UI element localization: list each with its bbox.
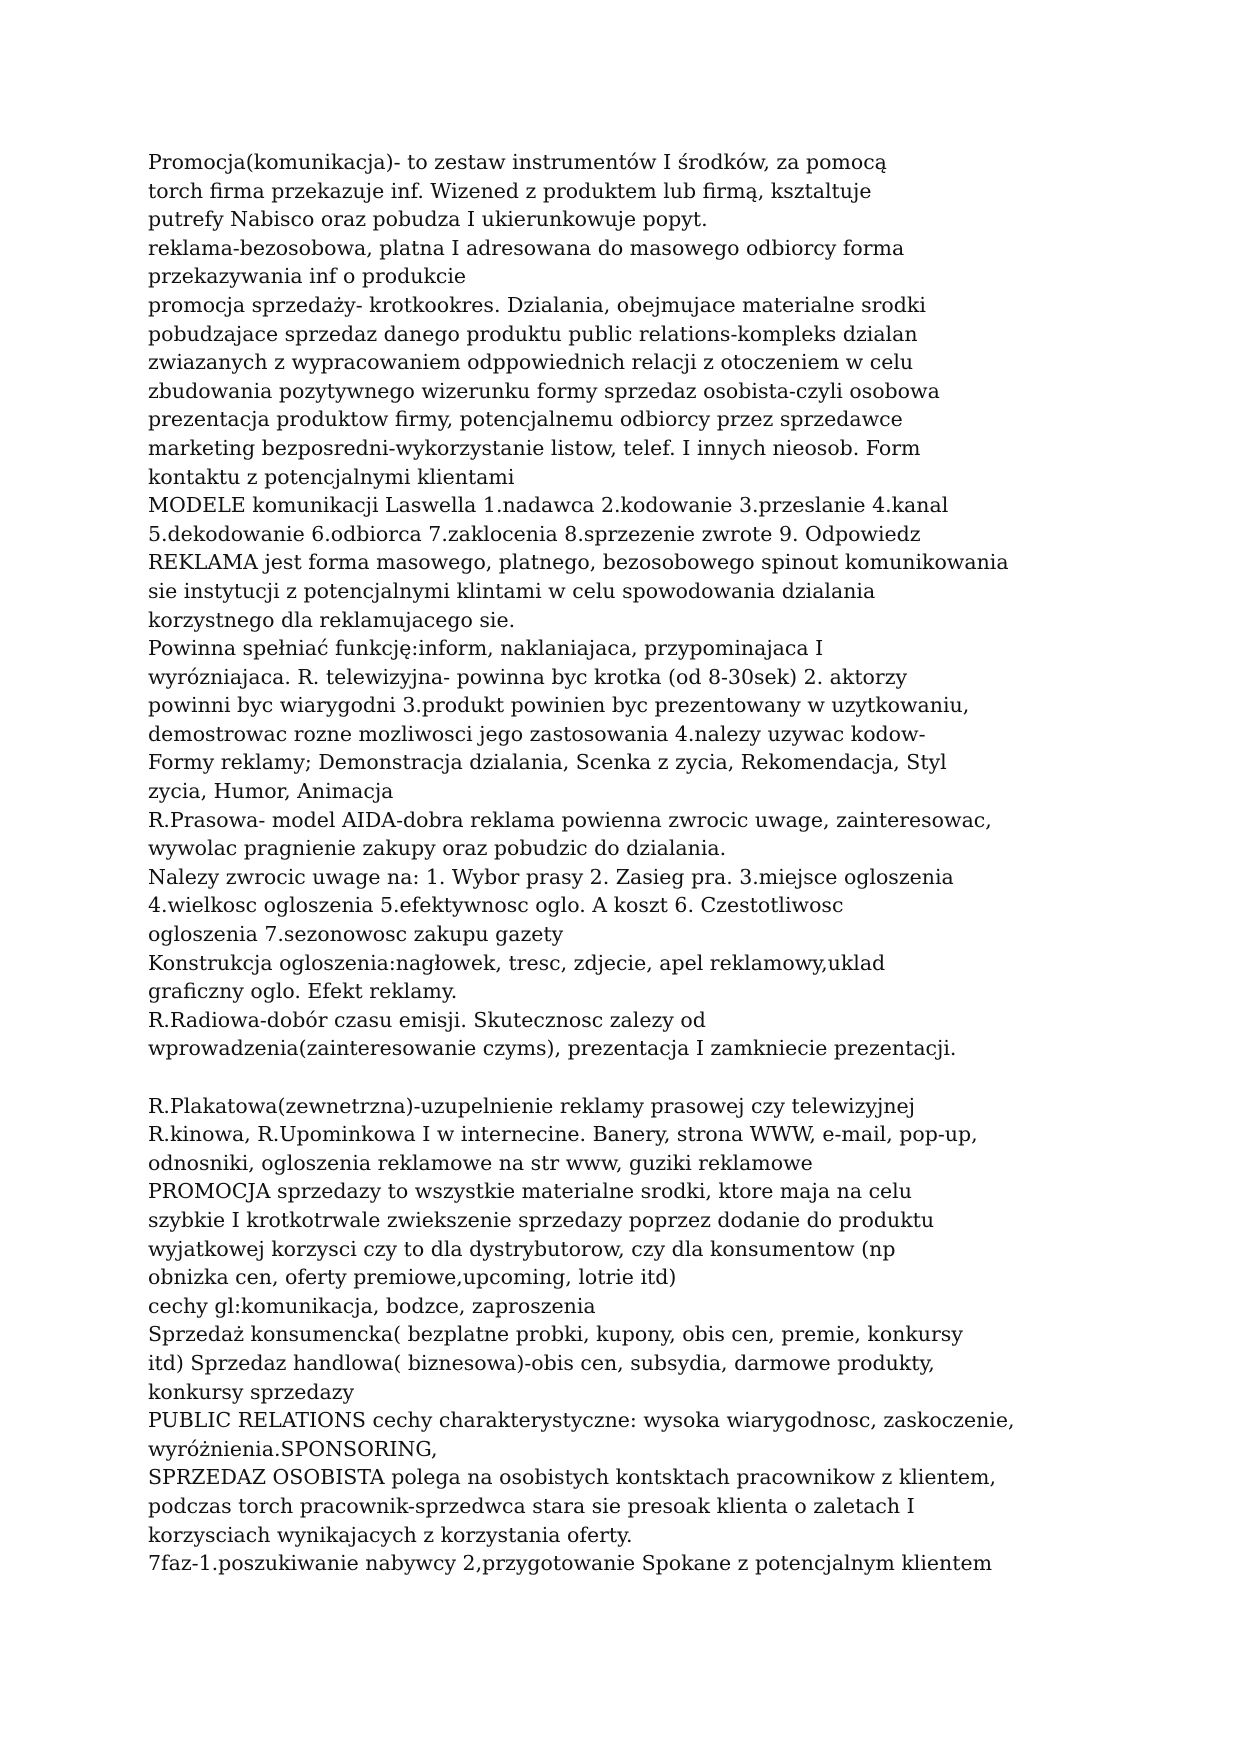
text-line: promocja sprzedaży- krotkookres. Dzialania, obejmujace materialne srodki bbox=[148, 292, 926, 317]
text-line: graficzny oglo. Efekt reklamy. bbox=[148, 979, 458, 1004]
text-line: SPRZEDAZ OSOBISTA polega na osobistych kontsktach pracownikow z klientem, bbox=[148, 1465, 997, 1490]
text-line: Powinna spełniać funkcję:inform, naklaniajaca, przypominajaca I bbox=[148, 636, 824, 661]
text-line: zwiazanych z wypracowaniem odppowiednich relacji z otoczeniem w celu bbox=[148, 350, 914, 375]
text-line: zycia, Humor, Animacja bbox=[148, 779, 394, 804]
text-line: wyróżnienia.SPONSORING, bbox=[148, 1436, 438, 1461]
text-line: prezentacja produktow firmy, potencjalnemu odbiorcy przez sprzedawce bbox=[148, 407, 903, 432]
text-line: REKLAMA jest forma masowego, platnego, bezosobowego spinout komunikowania bbox=[148, 550, 1009, 575]
text-line: szybkie I krotkotrwale zwiekszenie sprzedazy poprzez dodanie do produktu bbox=[148, 1207, 935, 1232]
text-line: R.kinowa, R.Upominkowa I w internecine. Banery, strona WWW, e-mail, pop-up, bbox=[148, 1122, 978, 1147]
text-line: pobudzajace sprzedaz danego produktu public relations-kompleks dzialan bbox=[148, 321, 918, 346]
text-line: 4.wielkosc ogloszenia 5.efektywnosc oglo. A koszt 6. Czestotliwosc bbox=[148, 893, 844, 918]
text-line: demostrowac rozne mozliwosci jego zastosowania 4.nalezy uzywac kodow- bbox=[148, 721, 926, 746]
text-line: 7faz-1.poszukiwanie nabywcy 2,przygotowanie Spokane z potencjalnym klientem bbox=[148, 1551, 993, 1576]
text-line: wyrózniajaca. R. telewizyjna- powinna byc krotka (od 8-30sek) 2. aktorzy bbox=[148, 664, 908, 689]
text-line: powinni byc wiarygodni 3.produkt powinien byc prezentowany w uzytkowaniu, bbox=[148, 693, 970, 718]
text-line: PUBLIC RELATIONS cechy charakterystyczne: wysoka wiarygodnosc, zaskoczenie, bbox=[148, 1408, 1015, 1433]
text-line: marketing bezposredni-wykorzystanie listow, telef. I innych nieosob. Form bbox=[148, 435, 921, 460]
text-line: korzysciach wynikajacych z korzystania oferty. bbox=[148, 1522, 633, 1547]
text-line: wywolac pragnienie zakupy oraz pobudzic do dzialania. bbox=[148, 836, 727, 861]
text-line: Nalezy zwrocic uwage na: 1. Wybor prasy 2. Zasieg pra. 3.miejsce ogloszenia bbox=[148, 864, 954, 889]
text-line: itd) Sprzedaz handlowa( biznesowa)-obis cen, subsydia, darmowe produkty, bbox=[148, 1350, 935, 1375]
text-line: ogloszenia 7.sezonowosc zakupu gazety bbox=[148, 922, 564, 947]
text-line: MODELE komunikacji Laswella 1.nadawca 2.kodowanie 3.przeslanie 4.kanal bbox=[148, 493, 949, 518]
text-line: korzystnego dla reklamujacego sie. bbox=[148, 607, 516, 632]
text-line: PROMOCJA sprzedazy to wszystkie materialne srodki, ktore maja na celu bbox=[148, 1179, 912, 1204]
text-line: putrefy Nabisco oraz pobudza I ukierunkowuje popyt. bbox=[148, 207, 708, 232]
text-line: Konstrukcja ogloszenia:nagłowek, tresc, zdjecie, apel reklamowy,uklad bbox=[148, 950, 886, 975]
text-line: R.Radiowa-dobór czasu emisji. Skutecznosc zalezy od bbox=[148, 1007, 706, 1032]
text-line: wprowadzenia(zainteresowanie czyms), prezentacja I zamkniecie prezentacji. bbox=[148, 1036, 957, 1061]
text-line: obnizka cen, oferty premiowe,upcoming, lotrie itd) bbox=[148, 1265, 677, 1290]
text-line: R.Plakatowa(zewnetrzna)-uzupelnienie reklamy prasowej czy telewizyjnej bbox=[148, 1093, 916, 1118]
text-line: Formy reklamy; Demonstracja dzialania, Scenka z zycia, Rekomendacja, Styl bbox=[148, 750, 947, 775]
text-line: torch firma przekazuje inf. Wizened z produktem lub firmą, ksztaltuje bbox=[148, 178, 872, 203]
text-line: sie instytucji z potencjalnymi klintami w celu spowodowania dzialania bbox=[148, 578, 876, 603]
text-line: reklama-bezosobowa, platna I adresowana do masowego odbiorcy forma bbox=[148, 235, 905, 260]
text-line: wyjatkowej korzysci czy to dla dystrybutorow, czy dla konsumentow (np bbox=[148, 1236, 896, 1261]
document-body bbox=[148, 148, 1208, 1578]
text-line: przekazywania inf o produkcie bbox=[148, 264, 467, 289]
text-line: Sprzedaż konsumencka( bezplatne probki, kupony, obis cen, premie, konkursy bbox=[148, 1322, 963, 1347]
text-line: 5.dekodowanie 6.odbiorca 7.zaklocenia 8.sprzezenie zwrote 9. Odpowiedz bbox=[148, 521, 921, 546]
text-line: Promocja(komunikacja)- to zestaw instrumentów I środków, za pomocą bbox=[148, 150, 887, 174]
text-line: konkursy sprzedazy bbox=[148, 1379, 355, 1404]
blank-line bbox=[148, 1063, 1208, 1092]
text-line: podczas torch pracownik-sprzedwca stara sie presoak klienta o zaletach I bbox=[148, 1493, 915, 1518]
text-line: odnosniki, ogloszenia reklamowe na str www, guziki reklamowe bbox=[148, 1150, 813, 1175]
text-line: cechy gl:komunikacja, bodzce, zaproszenia bbox=[148, 1293, 596, 1318]
text-line: kontaktu z potencjalnymi klientami bbox=[148, 464, 515, 489]
text-line: R.Prasowa- model AIDA-dobra reklama powienna zwrocic uwage, zainteresowac, bbox=[148, 807, 992, 832]
text-line: zbudowania pozytywnego wizerunku formy sprzedaz osobista-czyli osobowa bbox=[148, 378, 940, 403]
